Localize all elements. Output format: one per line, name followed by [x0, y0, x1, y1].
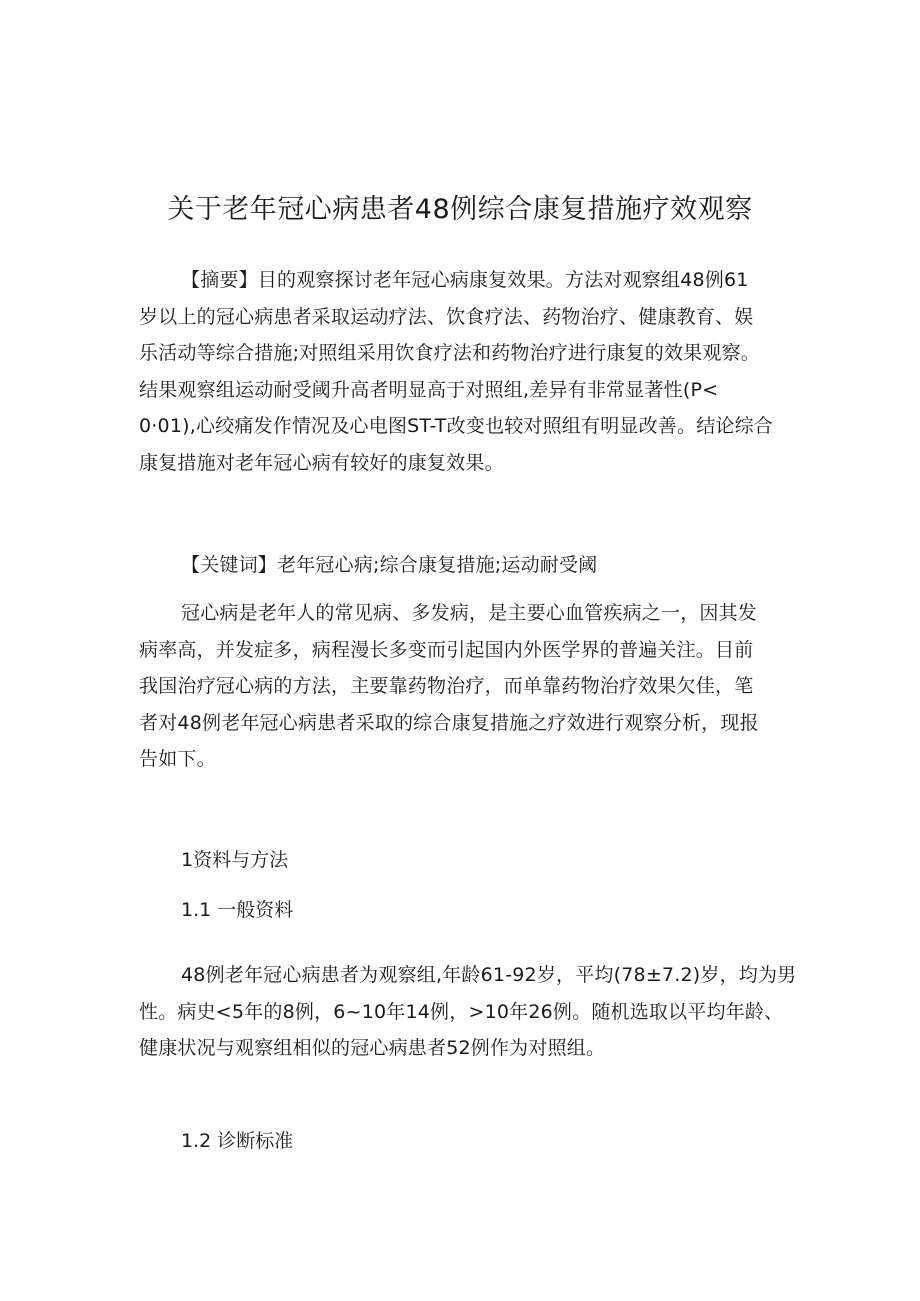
document-title: 关于老年冠心病患者48例综合康复措施疗效观察 [167, 194, 753, 225]
abstract-line: 【摘要】目的观察探讨老年冠心病康复效果。方法对观察组48例61 [181, 269, 749, 291]
general-data-line: 性。病史<5年的8例，6~10年14例，>10年26例。随机选取以平均年龄、 [139, 1000, 784, 1023]
abstract-line: 结果观察组运动耐受阈升高者明显高于对照组,差异有非常显著性(P< [139, 378, 719, 401]
abstract-paragraph [139, 262, 789, 482]
general-data-line: 健康状况与观察组相似的冠心病患者52例作为对照组。 [139, 1037, 606, 1060]
subsection-heading: 1.1 一般资料 [181, 899, 294, 921]
general-data-line: 48例老年冠心病患者为观察组,年龄61-92岁，平均(78±7.2)岁，均为男 [181, 964, 797, 986]
keywords-paragraph [139, 547, 789, 584]
intro-line: 冠心病是老年人的常见病、多发病，是主要心血管疾病之一，因其发 [181, 602, 758, 624]
intro-line: 病率高，并发症多，病程漫长多变而引起国内外医学界的普遍关注。目前 [139, 638, 754, 661]
intro-line: 我国治疗冠心病的方法，主要靠药物治疗，而单靠药物治疗效果欠佳，笔 [139, 675, 754, 698]
intro-line: 者对48例老年冠心病患者采取的综合康复措施之疗效进行观察分析，现报 [139, 711, 759, 734]
intro-paragraph [139, 595, 789, 778]
abstract-line: 乐活动等综合措施;对照组采用饮食疗法和药物治疗进行康复的效果观察。 [139, 342, 761, 365]
subsection-heading: 1.2 诊断标准 [181, 1130, 294, 1152]
abstract-line: 0·01),心绞痛发作情况及心电图ST-T改变也较对照组有明显改善。结论综合 [139, 415, 773, 438]
abstract-line: 岁以上的冠心病患者采取运动疗法、饮食疗法、药物治疗、健康教育、娱 [139, 305, 754, 328]
intro-line: 告如下。 [139, 748, 216, 771]
keywords-line: 【关键词】老年冠心病;综合康复措施;运动耐受阈 [181, 554, 598, 576]
section-heading: 1资料与方法 [181, 849, 289, 871]
abstract-line: 康复措施对老年冠心病有较好的康复效果。 [139, 451, 504, 474]
general-data-paragraph [139, 957, 797, 1067]
